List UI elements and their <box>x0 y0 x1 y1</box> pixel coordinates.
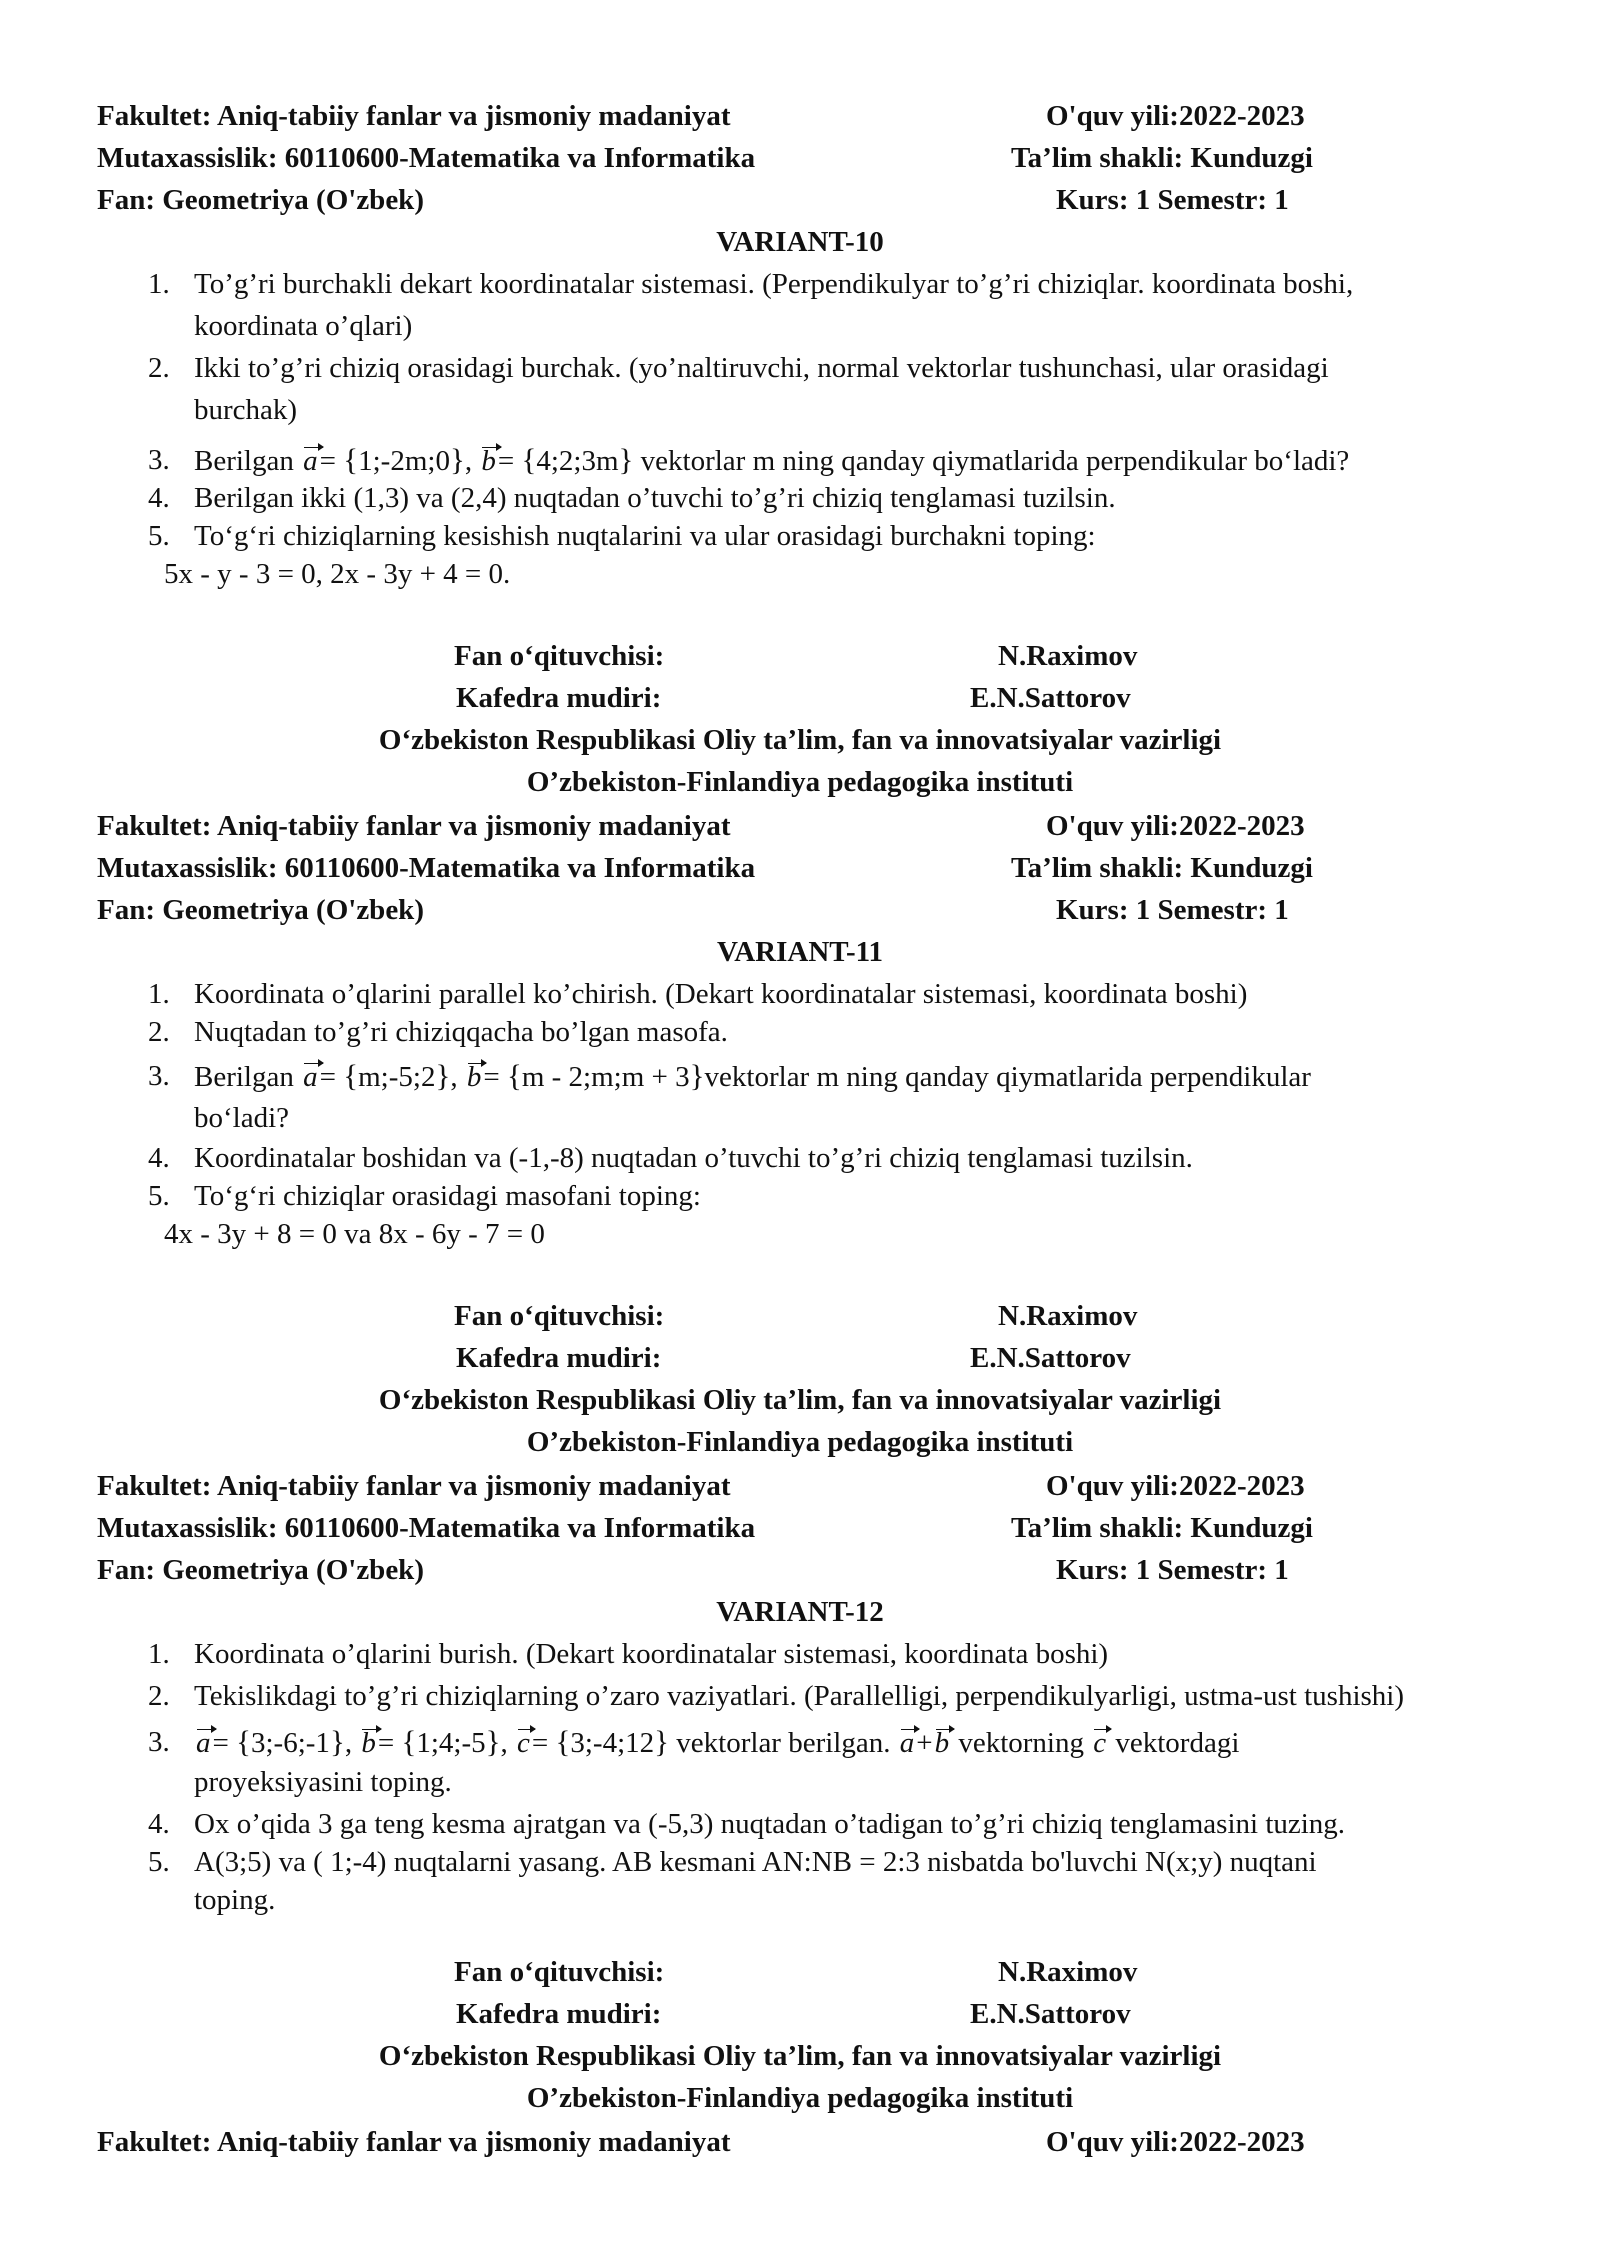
subject-label: Fan: Geometriya (O'zbek) <box>97 184 424 216</box>
brace-open: { <box>236 1724 251 1759</box>
equals-sign: = <box>212 1727 237 1759</box>
vector-a: a <box>303 1061 318 1093</box>
vector-a: a <box>899 1727 915 1759</box>
department-head-name: E.N.Sattorov <box>970 1342 1131 1374</box>
vector-b: b <box>934 1727 950 1759</box>
question-number: 2. <box>148 1680 170 1712</box>
question-4: Koordinatalar boshidan va (-1,-8) nuqtadan o’tuvchi to’g’ri chiziq tenglamasi tuzilsin. <box>194 1142 1193 1174</box>
institute-title: O’zbekiston-Finlandiya pedagogika instituti <box>526 2082 1074 2114</box>
question-number: 3. <box>148 444 170 476</box>
teacher-name: N.Raximov <box>998 640 1138 672</box>
question-number: 1. <box>148 268 170 300</box>
question-5-line-1: A(3;5) va ( 1;-4) nuqtalarni yasang. AB kesmani AN:NB = 2:3 nisbatda bo'luvchi N(x;y) nuqtani <box>194 1846 1317 1878</box>
question-4: Berilgan ikki (1,3) va (2,4) nuqtadan o’tuvchi to’g’ri chiziq tenglamasi tuzilsin. <box>194 482 1116 514</box>
specialty-label: Mutaxassislik: 60110600-Matematika va Informatika <box>97 142 756 174</box>
question-text: Berilgan <box>194 1061 302 1093</box>
brace-open: { <box>401 1724 417 1759</box>
department-head-name: E.N.Sattorov <box>970 1998 1131 2030</box>
question-number: 3. <box>148 1726 170 1758</box>
ministry-title: O‘zbekiston Respublikasi Oliy ta’lim, fan va innovatsiyalar vazirligi <box>378 724 1222 756</box>
subject-label: Fan: Geometriya (O'zbek) <box>97 894 424 926</box>
academic-year: O'quv yili:2022-2023 <box>1046 100 1305 132</box>
question-3-line-2: proyeksiyasini toping. <box>194 1766 452 1798</box>
question-number: 5. <box>148 1846 170 1878</box>
question-number: 1. <box>148 1638 170 1670</box>
question-3 <box>194 1724 1239 1761</box>
equals-sign: = <box>483 1061 507 1093</box>
specialty-label: Mutaxassislik: 60110600-Matematika va Informatika <box>97 1512 756 1544</box>
brace-open: { <box>521 442 537 477</box>
question-2: Tekislikdagi to’g’ri chiziqlarning o’zaro vaziyatlari. (Parallelligi, perpendikulyarligi, ustma-ust tushishi) <box>194 1680 1404 1712</box>
separator: , <box>450 1061 465 1093</box>
question-5: To‘g‘ri chiziqlarning kesishish nuqtalarini va ular orasidagi burchakni toping: <box>194 520 1096 552</box>
course-semester: Kurs: 1 Semestr: 1 <box>1056 184 1289 216</box>
question-5-equation: 5x - y - 3 = 0, 2x - 3y + 4 = 0. <box>164 558 511 590</box>
ministry-title: O‘zbekiston Respublikasi Oliy ta’lim, fan va innovatsiyalar vazirligi <box>378 2040 1222 2072</box>
question-3-line-2: bo‘ladi? <box>194 1102 290 1134</box>
question-number: 4. <box>148 482 170 514</box>
question-2-line-2: burchak) <box>194 394 298 426</box>
question-5: To‘g‘ri chiziqlar orasidagi masofani toping: <box>194 1180 701 1212</box>
equals-sign: = <box>377 1727 402 1759</box>
equals-sign: = <box>497 445 522 477</box>
vector-b: b <box>481 445 496 477</box>
vector-b: b <box>466 1061 482 1093</box>
study-form: Ta’lim shakli: Kunduzgi <box>1011 142 1313 174</box>
teacher-name: N.Raximov <box>998 1956 1138 1988</box>
brace-open: { <box>343 442 359 477</box>
academic-year: O'quv yili:2022-2023 <box>1046 810 1305 842</box>
question-1-line-2: koordinata o’qlari) <box>194 310 413 342</box>
equals-sign: = <box>531 1727 556 1759</box>
brace-close: } <box>485 1724 501 1759</box>
faculty-label: Fakultet: Aniq-tabiiy fanlar va jismoniy madaniyat <box>97 2126 731 2158</box>
question-1: Koordinata o’qlarini burish. (Dekart koordinatalar sistemasi, koordinata boshi) <box>194 1638 1109 1670</box>
variant-title: VARIANT-12 <box>716 1596 884 1628</box>
course-semester: Kurs: 1 Semestr: 1 <box>1056 894 1289 926</box>
vector-c-value: 3;-4;12 <box>570 1727 655 1759</box>
plus-sign: + <box>916 1727 933 1759</box>
separator: , <box>464 445 480 477</box>
institute-title: O’zbekiston-Finlandiya pedagogika instituti <box>526 1426 1074 1458</box>
study-form: Ta’lim shakli: Kunduzgi <box>1011 852 1313 884</box>
question-number: 1. <box>148 978 170 1010</box>
brace-open: { <box>343 1058 359 1093</box>
question-number: 4. <box>148 1808 170 1840</box>
question-2-line-1: Ikki to’g’ri chiziq orasidagi burchak. (yo’naltiruvchi, normal vektorlar tushunchasi, ular orasidagi <box>194 352 1329 384</box>
question-2: Nuqtadan to’g’ri chiziqqacha bo’lgan masofa. <box>194 1016 728 1048</box>
question-number: 4. <box>148 1142 170 1174</box>
question-text: Berilgan <box>194 445 302 477</box>
question-number: 5. <box>148 520 170 552</box>
brace-open: { <box>506 1058 522 1093</box>
faculty-label: Fakultet: Aniq-tabiiy fanlar va jismoniy madaniyat <box>97 100 731 132</box>
separator: , <box>500 1727 515 1759</box>
separator: , <box>344 1727 360 1759</box>
teacher-name: N.Raximov <box>998 1300 1138 1332</box>
department-head-label: Kafedra mudiri: <box>456 1342 662 1374</box>
vector-a-value: 3;-6;-1 <box>251 1727 330 1759</box>
vector-b-value: 1;4;-5 <box>416 1727 486 1759</box>
vector-a-value: m;-5;2 <box>358 1061 436 1093</box>
academic-year: O'quv yili:2022-2023 <box>1046 1470 1305 1502</box>
question-number: 2. <box>148 352 170 384</box>
institute-title: O’zbekiston-Finlandiya pedagogika instituti <box>526 766 1074 798</box>
specialty-label: Mutaxassislik: 60110600-Matematika va Informatika <box>97 852 756 884</box>
study-form: Ta’lim shakli: Kunduzgi <box>1011 1512 1313 1544</box>
brace-open: { <box>555 1724 571 1759</box>
question-5-line-2: toping. <box>194 1884 276 1916</box>
teacher-label: Fan o‘qituvchisi: <box>454 1300 665 1332</box>
teacher-label: Fan o‘qituvchisi: <box>454 1956 665 1988</box>
brace-close: } <box>449 442 465 477</box>
question-3 <box>194 1058 1311 1095</box>
question-4: Ox o’qida 3 ga teng kesma ajratgan va (-5,3) nuqtadan o’tadigan to’g’ri chiziq tenglamasini tuzing. <box>194 1808 1346 1840</box>
ministry-title: O‘zbekiston Respublikasi Oliy ta’lim, fan va innovatsiyalar vazirligi <box>378 1384 1222 1416</box>
brace-close: } <box>618 442 634 477</box>
variant-title: VARIANT-11 <box>717 936 883 968</box>
vector-b-value: 4;2;3m <box>536 445 619 477</box>
question-text: vektorlar m ning qanday qiymatlarida perpendikular bo‘ladi? <box>633 445 1350 477</box>
question-text: vektorning <box>951 1727 1092 1759</box>
question-text: vektorlar berilgan. <box>669 1727 898 1759</box>
teacher-label: Fan o‘qituvchisi: <box>454 640 665 672</box>
equals-sign: = <box>319 445 344 477</box>
faculty-label: Fakultet: Aniq-tabiiy fanlar va jismoniy madaniyat <box>97 1470 731 1502</box>
faculty-label: Fakultet: Aniq-tabiiy fanlar va jismoniy madaniyat <box>97 810 731 842</box>
subject-label: Fan: Geometriya (O'zbek) <box>97 1554 424 1586</box>
department-head-label: Kafedra mudiri: <box>456 1998 662 2030</box>
brace-close: } <box>689 1058 705 1093</box>
vector-b: b <box>361 1727 376 1759</box>
question-1-line-1: To’g’ri burchakli dekart koordinatalar sistemasi. (Perpendikulyar to’g’ri chiziqlar. koordinata boshi, <box>194 268 1354 300</box>
question-text: vektordagi <box>1108 1727 1240 1759</box>
question-3 <box>194 442 1349 479</box>
brace-close: } <box>329 1724 345 1759</box>
equals-sign: = <box>319 1061 344 1093</box>
question-number: 3. <box>148 1060 170 1092</box>
vector-a: a <box>303 445 318 477</box>
department-head-name: E.N.Sattorov <box>970 682 1131 714</box>
vector-c: c <box>1093 1727 1107 1759</box>
vector-a-value: 1;-2m;0 <box>358 445 450 477</box>
vector-c: c <box>517 1727 530 1759</box>
question-number: 2. <box>148 1016 170 1048</box>
question-text: vektorlar m ning qanday qiymatlarida perpendikular <box>704 1061 1311 1093</box>
variant-title: VARIANT-10 <box>716 226 884 258</box>
vector-a: a <box>196 1727 211 1759</box>
question-5-equation: 4x - 3y + 8 = 0 va 8x - 6y - 7 = 0 <box>164 1218 545 1250</box>
question-1: Koordinata o’qlarini parallel ko’chirish. (Dekart koordinatalar sistemasi, koordinata boshi) <box>194 978 1248 1010</box>
brace-close: } <box>435 1058 451 1093</box>
academic-year: O'quv yili:2022-2023 <box>1046 2126 1305 2158</box>
course-semester: Kurs: 1 Semestr: 1 <box>1056 1554 1289 1586</box>
question-number: 5. <box>148 1180 170 1212</box>
vector-b-value: m - 2;m;m + 3 <box>521 1061 690 1093</box>
brace-close: } <box>654 1724 670 1759</box>
department-head-label: Kafedra mudiri: <box>456 682 662 714</box>
